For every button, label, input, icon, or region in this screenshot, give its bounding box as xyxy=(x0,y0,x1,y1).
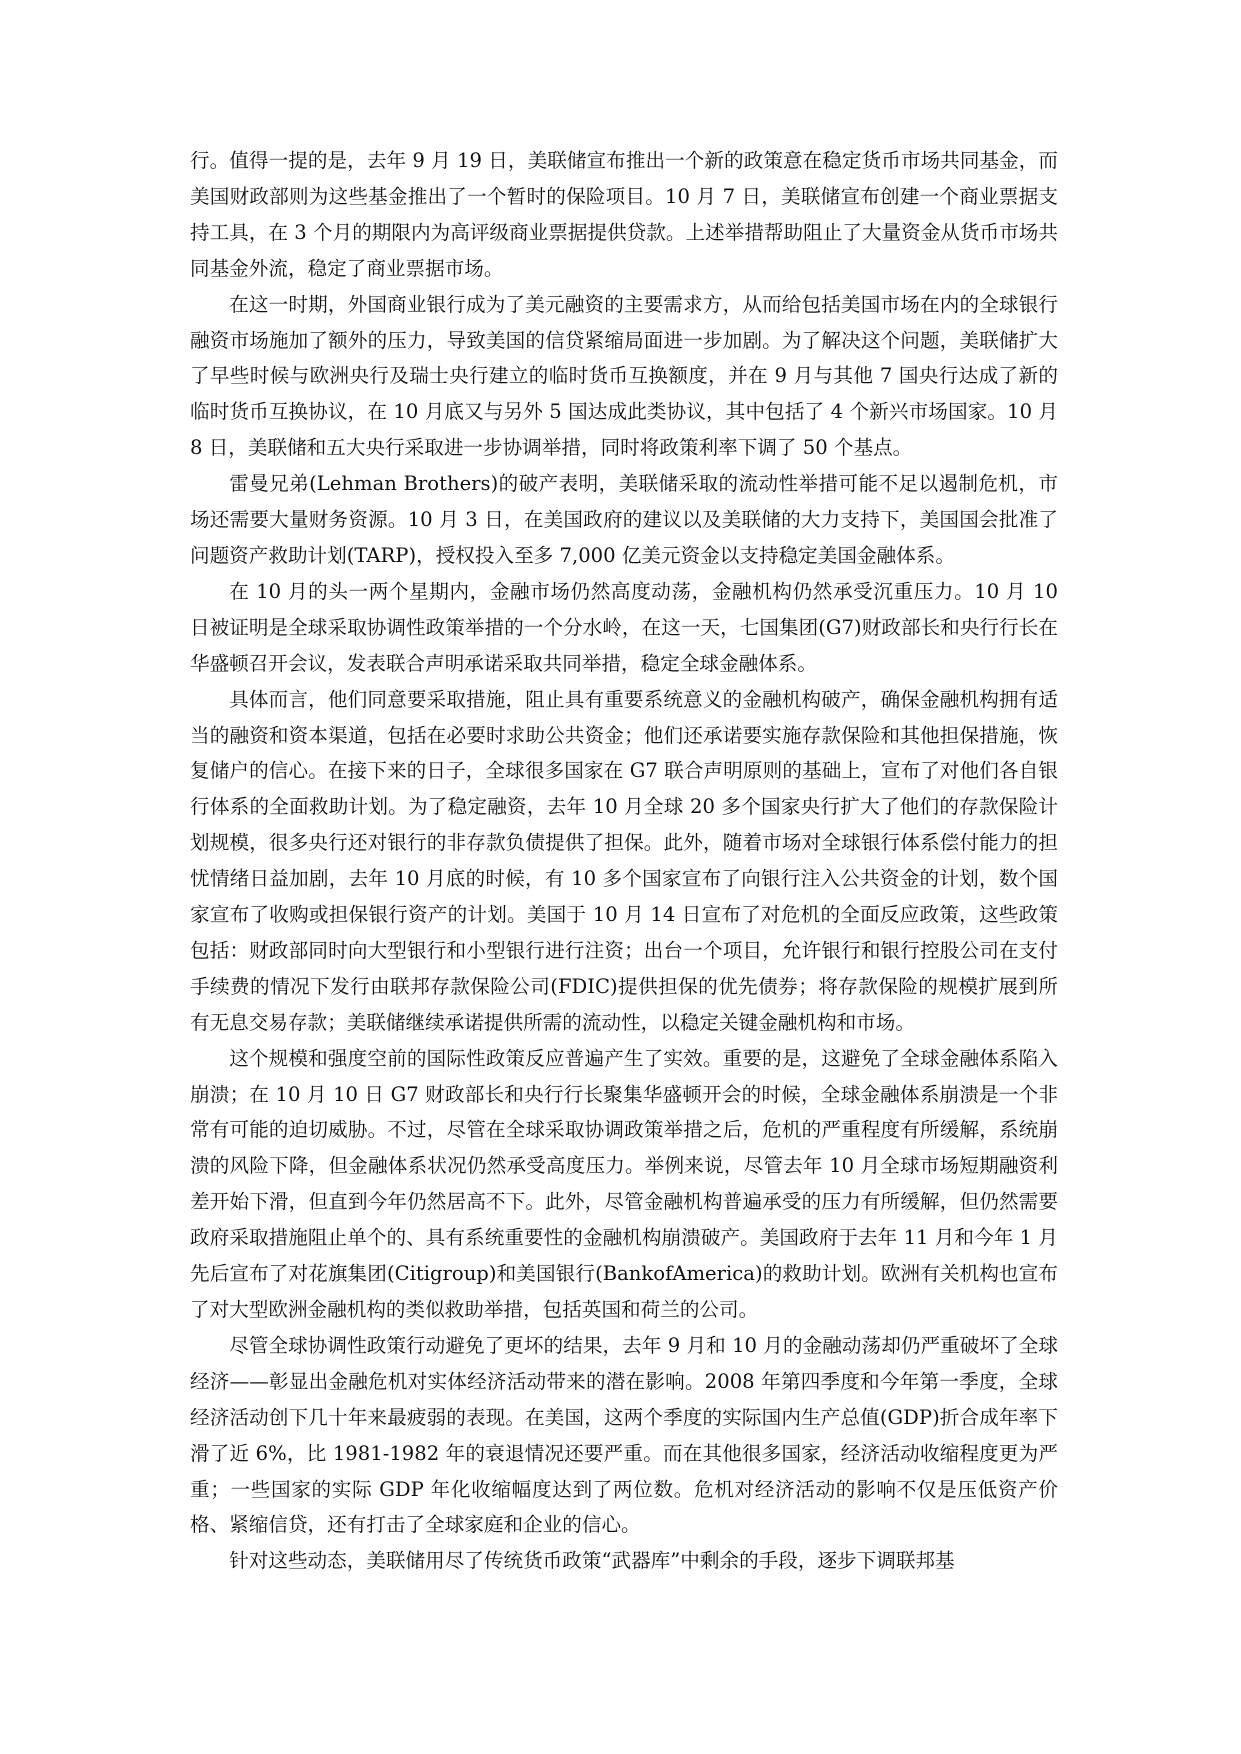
document-body xyxy=(190,143,1058,1579)
paragraph-8: 针对这些动态，美联储用尽了传统货币政策“武器库”中剩余的手段，逐步下调联邦基 xyxy=(229,1549,955,1573)
paragraph-6: 这个规模和强度空前的国际性政策反应普遍产生了实效。重要的是，这避免了全球金融体系陷入崩溃；在 10 月 10 日 G7 财政部长和央行行长聚集华盛顿开会的时候，全球金融体系崩溃是一个非常有可能的迫切威胁。不过，尽管在全球采取协调政策举措之后，危机的严重程度有所缓解，系统崩溃的风险下降，但金融体系状况仍然承受高度压力。举例来说，尽管去年 10 月全球市场短期融资利差开始下滑，但直到今年仍然居高不下。此外，尽管金融机构普遍承受的压力有所缓解，但仍然需要政府采取措施阻止单个的、具有系统重要性的金融机构崩溃破产。美国政府于去年 11 月和今年 1 月先后宣布了对花旗集团(Citigroup)和美国银行(BankofAmerica)的救助计划。欧洲有关机构也宣布了对大型欧洲金融机构的类似救助举措，包括英国和荷兰的公司。 xyxy=(190,1046,1058,1321)
paragraph-4: 在 10 月的头一两个星期内，金融市场仍然高度动荡，金融机构仍然承受沉重压力。10 月 10 日被证明是全球采取协调性政策举措的一个分水岭，在这一天，七国集团(G7)财政部长和央行行长在华盛顿召开会议，发表联合声明承诺采取共同举措，稳定全球金融体系。 xyxy=(190,579,1058,675)
paragraph-2: 在这一时期，外国商业银行成为了美元融资的主要需求方，从而给包括美国市场在内的全球银行融资市场施加了额外的压力，导致美国的信贷紧缩局面进一步加剧。为了解决这个问题，美联储扩大了早些时候与欧洲央行及瑞士央行建立的临时货币互换额度，并在 9 月与其他 7 国央行达成了新的临时货币互换协议，在 10 月底又与另外 5 国达成此类协议，其中包括了 4 个新兴市场国家。10 月 8 日，美联储和五大央行采取进一步协调举措，同时将政策利率下调了 50 个基点。 xyxy=(190,292,1058,460)
paragraph-7: 尽管全球协调性政策行动避免了更坏的结果，去年 9 月和 10 月的金融动荡却仍严重破坏了全球经济——彰显出金融危机对实体经济活动带来的潜在影响。2008 年第四季度和今年第一季度，全球经济活动创下几十年来最疲弱的表现。在美国，这两个季度的实际国内生产总值(GDP)折合成年率下滑了近 6%，比 1981-1982 年的衰退情况还要严重。而在其他很多国家，经济活动收缩程度更为严重；一些国家的实际 GDP 年化收缩幅度达到了两位数。危机对经济活动的影响不仅是压低资产价格、紧缩信贷，还有打击了全球家庭和企业的信心。 xyxy=(190,1333,1058,1537)
paragraph-1: 行。值得一提的是，去年 9 月 19 日，美联储宣布推出一个新的政策意在稳定货币市场共同基金，而美国财政部则为这些基金推出了一个暂时的保险项目。10 月 7 日，美联储宣布创建一个商业票据支持工具，在 3 个月的期限内为高评级商业票据提供贷款。上述举措帮助阻止了大量资金从货币市场共同基金外流，稳定了商业票据市场。 xyxy=(190,149,1058,280)
paragraph-3: 雷曼兄弟(Lehman Brothers)的破产表明，美联储采取的流动性举措可能不足以遏制危机，市场还需要大量财务资源。10 月 3 日，在美国政府的建议以及美联储的大力支持下，美国国会批准了问题资产救助计划(TARP)，授权投入至多 7,000 亿美元资金以支持稳定美国金融体系。 xyxy=(190,472,1058,567)
paragraph-5: 具体而言，他们同意要采取措施，阻止具有重要系统意义的金融机构破产，确保金融机构拥有适当的融资和资本渠道，包括在必要时求助公共资金；他们还承诺要实施存款保险和其他担保措施，恢复储户的信心。在接下来的日子，全球很多国家在 G7 联合声明原则的基础上，宣布了对他们各自银行体系的全面救助计划。为了稳定融资，去年 10 月全球 20 多个国家央行扩大了他们的存款保险计划规模，很多央行还对银行的非存款负债提供了担保。此外，随着市场对全球银行体系偿付能力的担忧情绪日益加剧，去年 10 月底的时候，有 10 多个国家宣布了向银行注入公共资金的计划，数个国家宣布了收购或担保银行资产的计划。美国于 10 月 14 日宣布了对危机的全面反应政策，这些政策包括：财政部同时向大型银行和小型银行进行注资；出台一个项目，允许银行和银行控股公司在支付手续费的情况下发行由联邦存款保险公司(FDIC)提供担保的优先债券；将存款保险的规模扩展到所有无息交易存款；美联储继续承诺提供所需的流动性，以稳定关键金融机构和市场。 xyxy=(190,687,1058,1034)
